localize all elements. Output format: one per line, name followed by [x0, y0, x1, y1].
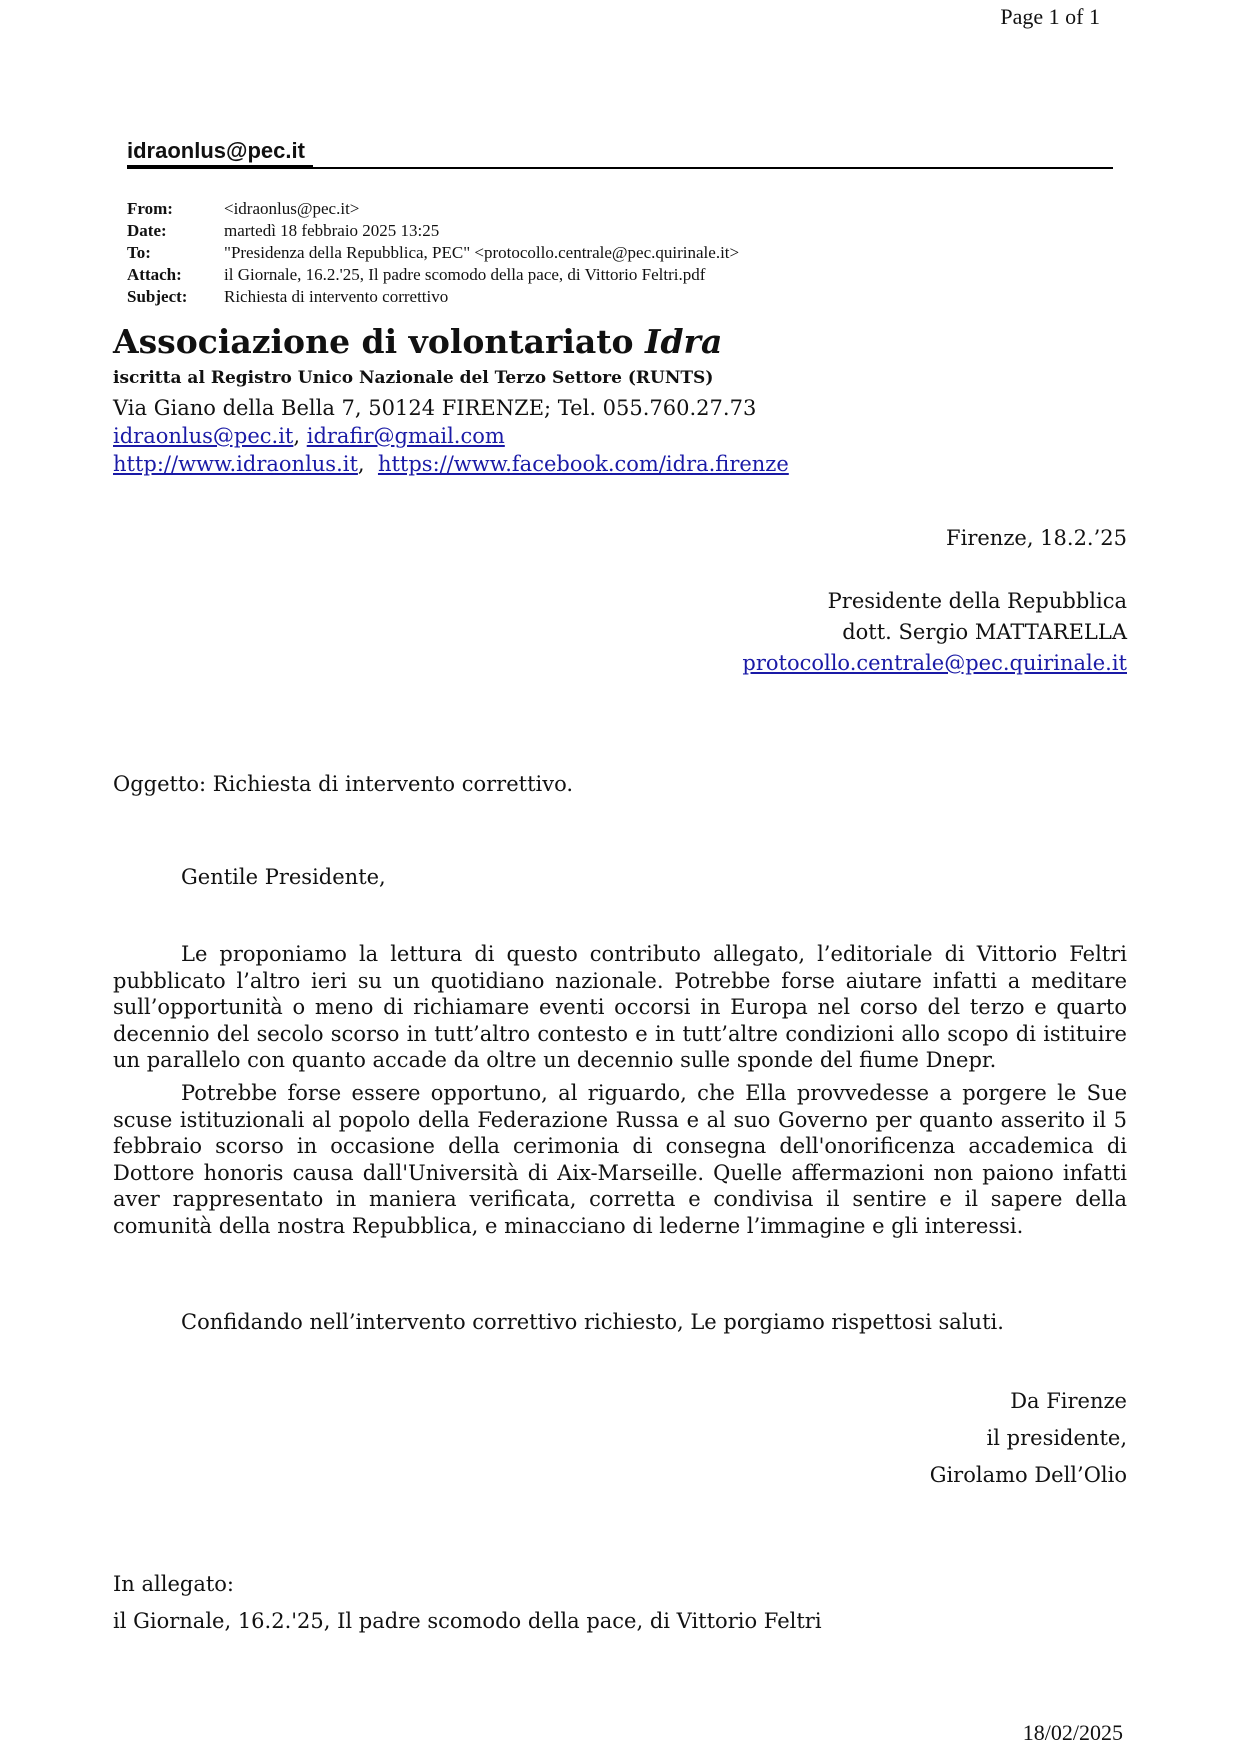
letterhead — [113, 322, 789, 476]
letter-subject: Oggetto: Richiesta di intervento correttivo. — [113, 772, 574, 796]
title-divider-thick — [127, 165, 313, 169]
organization-name — [113, 322, 789, 361]
web-separator: , — [357, 452, 378, 476]
signature-block — [930, 1383, 1127, 1494]
header-value: il Giornale, 16.2.'25, Il padre scomodo della pace, di Vittorio Feltri.pdf — [224, 265, 706, 284]
header-attach — [127, 264, 739, 286]
email-separator: , — [293, 424, 307, 448]
signature-place: Da Firenze — [1010, 1389, 1127, 1413]
web-line — [113, 452, 789, 476]
body-paragraph-2 — [113, 1080, 1127, 1239]
letter-greeting: Gentile Presidente, — [181, 865, 386, 889]
header-key: Subject: — [127, 287, 188, 306]
header-from — [127, 198, 739, 220]
header-key: To: — [127, 243, 151, 262]
email-line — [113, 424, 789, 448]
header-value: martedì 18 febbraio 2025 13:25 — [224, 221, 440, 240]
place-date: Firenze, 18.2.’25 — [946, 526, 1127, 550]
attachment-block — [113, 1566, 822, 1640]
recipient-block — [742, 586, 1127, 679]
title-divider-thin — [313, 167, 1113, 169]
mail-headers — [127, 198, 739, 308]
email-link-pec[interactable]: idraonlus@pec.it — [113, 424, 294, 448]
header-subject — [127, 286, 739, 308]
signature-name: Girolamo Dell’Olio — [929, 1463, 1127, 1487]
signature-role: il presidente, — [986, 1426, 1127, 1450]
attachment-item: il Giornale, 16.2.'25, Il padre scomodo della pace, di Vittorio Feltri — [113, 1609, 822, 1633]
header-value: "Presidenza della Repubblica, PEC" <protocollo.centrale@pec.quirinale.it> — [224, 243, 740, 262]
letter-closing: Confidando nell’intervento correttivo richiesto, Le porgiamo rispettosi saluti. — [181, 1310, 1004, 1334]
header-key: Date: — [127, 221, 167, 240]
footer-date: 18/02/2025 — [1022, 1720, 1123, 1745]
facebook-link[interactable]: https://www.facebook.com/idra.firenze — [377, 452, 789, 476]
header-value: Richiesta di intervento correttivo — [224, 287, 449, 306]
paragraph-text: Le proponiamo la lettura di questo contributo allegato, l’editoriale di Vittorio Feltri pubblicato l’altro ieri su un quotidiano nazionale. Potrebbe forse aiutare infatti a meditare sull’opportunità o meno di richiamare eventi occorsi in Europa nel corso del terzo e quarto decennio del secolo scorso in tutt’altro contesto e in tutt’altre condizioni allo scopo di istituire un parallelo con quanto accade da oltre un decennio sulle sponde del fiume Dnepr. — [113, 942, 1127, 1072]
mail-account-title: idraonlus@pec.it — [127, 138, 305, 163]
header-key: Attach: — [127, 265, 182, 284]
organization-name-italic: Idra — [645, 322, 723, 361]
paragraph-text: Potrebbe forse essere opportuno, al riguardo, che Ella provvedesse a porgere le Sue scuse istituzionali al popolo della Federazione Russa e al suo Governo per quanto asserito il 5 febbraio scorso in occasione della cerimonia di consegna dell'onorificenza accademica di Dottore honoris causa dall'Università di Aix-Marseille. Quelle affermazioni non paiono infatti aver rappresentato in maniera verificata, corretta e condivisa il sentire e il sapere della comunità della nostra Repubblica, e minacciano di lederne l’immagine e gli interessi. — [113, 1081, 1127, 1238]
email-link-gmail[interactable]: idrafir@gmail.com — [306, 424, 505, 448]
body-paragraph-1 — [113, 941, 1127, 1074]
page-number: Page 1 of 1 — [1000, 4, 1100, 29]
header-to — [127, 242, 739, 264]
header-date — [127, 220, 739, 242]
website-link[interactable]: http://www.idraonlus.it — [113, 452, 358, 476]
recipient-email-link[interactable]: protocollo.centrale@pec.quirinale.it — [742, 651, 1127, 675]
header-key: From: — [127, 199, 173, 218]
attachment-label: In allegato: — [113, 1572, 234, 1596]
header-value: <idraonlus@pec.it> — [224, 199, 360, 218]
registry-line: iscritta al Registro Unico Nazionale del Terzo Settore (RUNTS) — [113, 368, 714, 388]
recipient-name: dott. Sergio MATTARELLA — [842, 620, 1127, 644]
recipient-title: Presidente della Repubblica — [827, 589, 1127, 613]
organization-name-prefix: Associazione di volontariato — [113, 322, 646, 361]
address-line: Via Giano della Bella 7, 50124 FIRENZE; Tel. 055.760.27.73 — [113, 396, 757, 420]
